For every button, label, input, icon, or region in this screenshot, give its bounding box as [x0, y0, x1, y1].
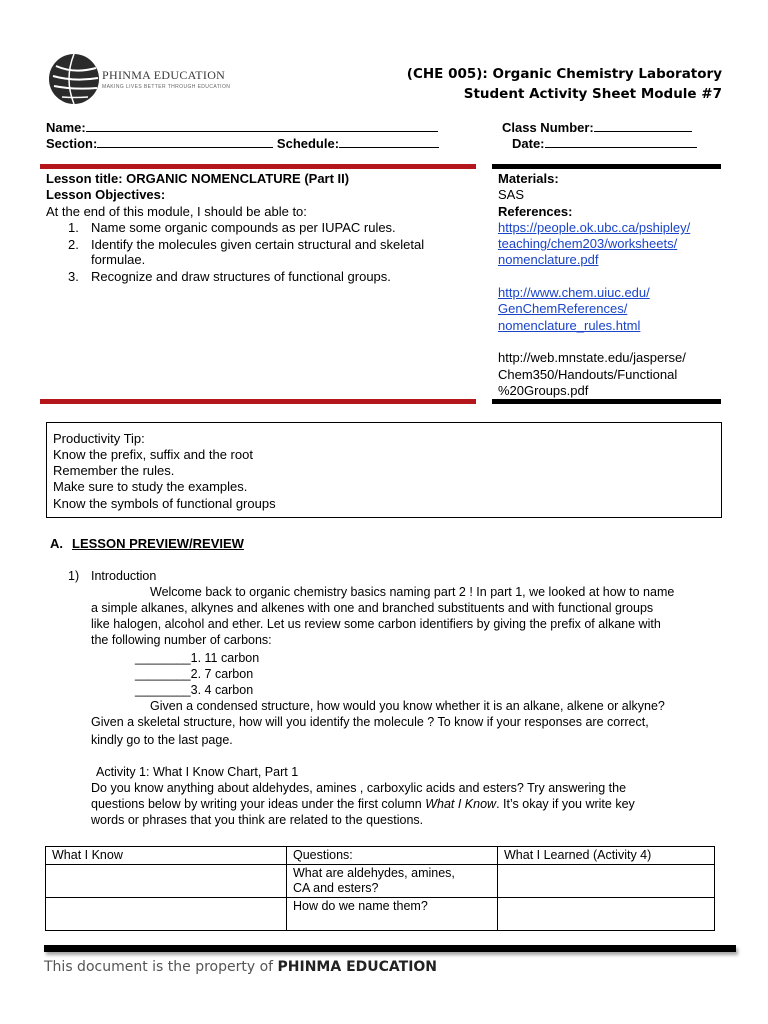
ref2-line1[interactable]: http://www.chem.uiuc.edu/ — [498, 285, 650, 300]
footer-owner: PHINMA EDUCATION — [277, 959, 438, 975]
table-header-cell: What I Know — [46, 847, 287, 865]
module-title: Student Activity Sheet Module #7 — [463, 86, 722, 102]
blank-item-2: ________2. 7 carbon — [135, 667, 254, 681]
answer-cell[interactable] — [46, 865, 287, 898]
references-label: References: — [498, 204, 573, 219]
item-title: Introduction — [91, 569, 157, 583]
blank-item-3: ________3. 4 carbon — [135, 683, 254, 697]
question-cell: How do we name them? — [287, 898, 498, 931]
ref1-line3[interactable]: nomenclature.pdf — [498, 252, 599, 267]
table-header-row — [46, 847, 715, 865]
section-label: Section: — [46, 136, 98, 151]
globe-logo-icon — [48, 52, 100, 106]
logo-tagline: MAKING LIVES BETTER THROUGH EDUCATION — [102, 84, 231, 90]
class-number-label: Class Number: — [502, 120, 594, 135]
divider-red-bottom — [40, 399, 476, 404]
objective-3: Recognize and draw structures of functional groups. — [91, 269, 391, 284]
name-label: Name: — [46, 120, 86, 135]
answer-cell[interactable] — [46, 898, 287, 931]
lesson-title: Lesson title: ORGANIC NOMENCLATURE (Part II) — [46, 171, 350, 186]
table-header-cell: Questions: — [287, 847, 498, 865]
footer-text — [44, 959, 437, 975]
divider-black-bottom — [492, 399, 721, 404]
ref1-line2[interactable]: teaching/chem203/worksheets/ — [498, 236, 678, 251]
activity-line-2c: . It’s okay if you write key — [496, 797, 635, 811]
objective-1: Name some organic compounds as per IUPAC rules. — [91, 220, 396, 235]
activity-line-1: Do you know anything about aldehydes, amines , carboxylic acids and esters? Try answering the — [91, 781, 627, 795]
ref3-line2: Chem350/Handouts/Functional — [498, 367, 678, 382]
question-text-1-cont: CA and esters? — [293, 881, 379, 895]
question-cell — [287, 865, 498, 898]
activity-line-3: words or phrases that you think are related to the questions. — [91, 813, 424, 827]
objective-num-2: 2. — [68, 237, 79, 252]
course-title: (CHE 005): Organic Chemistry Laboratory — [406, 66, 722, 82]
learned-cell[interactable] — [498, 898, 715, 931]
objectives-intro: At the end of this module, I should be able to: — [46, 204, 307, 219]
para2-line3: kindly go to the last page. — [91, 733, 233, 747]
para1-line4: the following number of carbons: — [91, 633, 272, 647]
activity-line-2 — [91, 797, 635, 811]
objective-2-cont: formulae. — [91, 252, 146, 267]
objective-2: Identify the molecules given certain structural and skeletal — [91, 237, 425, 252]
ref2-line3[interactable]: nomenclature_rules.html — [498, 318, 641, 333]
tip-line-4: Make sure to study the examples. — [53, 479, 248, 494]
date-row — [512, 136, 697, 151]
activity-title: Activity 1: What I Know Chart, Part 1 — [96, 765, 299, 779]
blank-item-1: ________1. 11 carbon — [135, 651, 260, 665]
ref2-line2[interactable]: GenChemReferences/ — [498, 301, 628, 316]
ref1-line1[interactable]: https://people.ok.ubc.ca/pshipley/ — [498, 220, 691, 235]
para1-line2: a simple alkanes, alkynes and alkenes with one and branched substituents and with functional groups — [91, 601, 654, 615]
ref3-line1: http://web.mnstate.edu/jasperse/ — [498, 350, 686, 365]
activity-line-2-italic: What I Know — [425, 797, 497, 811]
tip-line-3: Remember the rules. — [53, 463, 175, 478]
learned-cell[interactable] — [498, 865, 715, 898]
tip-line-5: Know the symbols of functional groups — [53, 496, 276, 511]
section-row — [46, 136, 439, 151]
class-number-blank[interactable] — [594, 120, 692, 132]
productivity-tip-box — [46, 422, 722, 518]
materials-label: Materials: — [498, 171, 559, 186]
date-label: Date: — [512, 136, 545, 151]
section-blank[interactable] — [97, 136, 273, 148]
logo-name: PHINMA EDUCATION — [102, 68, 226, 82]
objective-num-1: 1. — [68, 220, 79, 235]
what-i-know-table — [45, 846, 715, 931]
para2-line2: Given a skeletal structure, how will you identify the molecule ? To know if your responses are correct, — [91, 715, 649, 729]
divider-red-top — [40, 164, 476, 169]
tip-line-1: Productivity Tip: — [53, 431, 145, 446]
date-blank[interactable] — [545, 136, 697, 148]
question-text-1: What are aldehydes, amines, — [293, 866, 455, 880]
item-number: 1) — [68, 569, 80, 583]
para2-line1: Given a condensed structure, how would you know whether it is an alkane, alkene or alkyne? — [150, 699, 665, 713]
footer-prefix: This document is the property of — [44, 959, 278, 975]
para1-line1: Welcome back to organic chemistry basics naming part 2 ! In part 1, we looked at how to name — [150, 585, 675, 599]
table-header-cell: What I Learned (Activity 4) — [498, 847, 715, 865]
tip-line-2: Know the prefix, suffix and the root — [53, 447, 253, 462]
class-number-row — [502, 120, 692, 135]
table-row — [46, 898, 715, 931]
name-row — [46, 120, 438, 135]
table-row — [46, 865, 715, 898]
section-title: LESSON PREVIEW/REVIEW — [72, 536, 244, 551]
objective-num-3: 3. — [68, 269, 79, 284]
footer-divider — [44, 945, 736, 952]
section-letter: A. — [50, 536, 63, 551]
activity-line-2a: questions below by writing your ideas under the first column — [91, 797, 426, 811]
ref3-line3: %20Groups.pdf — [498, 383, 589, 398]
schedule-label: Schedule: — [276, 136, 340, 151]
schedule-blank[interactable] — [339, 136, 439, 148]
para1-line3: like halogen, alcohol and ether. Let us review some carbon identifiers by giving the prefix of alkane with — [91, 617, 661, 631]
divider-black-top — [492, 164, 721, 169]
objectives-label: Lesson Objectives: — [46, 187, 166, 202]
name-blank[interactable] — [86, 120, 438, 132]
materials-value: SAS — [498, 187, 525, 202]
